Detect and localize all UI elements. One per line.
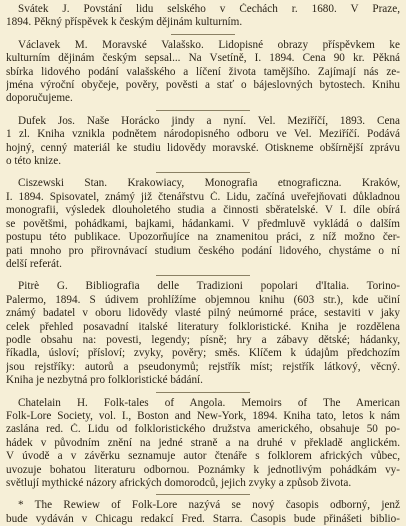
entry-line: jsou rejstříky: autorů a pseudonymů; rejstřík míst; rejstřík látkový, věcný. — [6, 360, 400, 373]
entry-review-of-folklore — [6, 499, 400, 526]
entry-svatek — [6, 3, 400, 30]
separator-rule — [156, 392, 250, 393]
entry-line: monografii, výsledek dlouholetého studia a činnosti sběratelské. V I. díle obírá — [6, 204, 400, 217]
entry-line: Pitrè G. Bibliografia delle Tradizioni popolari d'Italia. Torino- — [18, 280, 400, 293]
separator-rule — [171, 34, 235, 35]
entry-line: bude vydáván v Chicagu redakcí Fred. Starra. Časopis bude přinášeti biblio- — [6, 512, 400, 525]
entry-line: celek přehled posavadní italské literatury folkloristické. Kniha je rozdělena — [6, 320, 400, 333]
entry-dufek — [6, 115, 400, 169]
entry-line: I. 1894. Spisovatel, známý již čtenářstvu Č. Lidu, začíná uveřejňovati důkladnou — [6, 190, 400, 203]
entry-line: podle obsahu na: povesti, legendy; písně; hry a zábavy dětské; hádanky, — [6, 333, 400, 346]
entry-line: o této knize. — [6, 155, 61, 168]
entry-line: říkadla, úsloví; přísloví; zvyky, pověry; směs. Klíčem k údajům předchozím — [6, 347, 400, 360]
entry-line: hádek v původním znění na jedné straně a na druhé v překladě anglickém. — [6, 436, 400, 449]
entry-line: uvozuje bohatou literaturu odbornou. Poznámky k jednotlivým pohádkám vy- — [6, 463, 400, 476]
separator-rule — [156, 110, 250, 111]
entry-line: * The Rewiew of Folk-Lore nazývá se nový časopis odborný, jenž — [18, 499, 400, 512]
entry-vaclavek — [6, 39, 400, 106]
entry-ciszewski — [6, 177, 400, 271]
entry-line: světlují mythické názory afrických domorodců, jejich zvyky a způsob života. — [6, 477, 352, 489]
entry-line: 1 zl. Kniha vznikla podnětem národopisného odboru ve Vel. Meziříčí. Podává — [6, 128, 400, 141]
entry-pitre — [6, 280, 400, 387]
separator-rule — [156, 172, 250, 173]
entry-line: 1894. Pěkný příspěvek k českým dějinám kulturním. — [6, 16, 243, 29]
separator-rule — [156, 275, 250, 276]
entry-line: se povětšmi, pohádkami, bajkami, hádankami. V předmluvě vykládá o dalším — [6, 217, 400, 230]
entry-chatelain — [6, 397, 400, 491]
entry-line: známý badatel v oboru lidovědy vlasté pilný neúmorné práce, sestaviti v jaky — [6, 307, 400, 320]
entry-line: delší referát. — [6, 257, 62, 270]
entry-line: doporučujeme. — [6, 92, 73, 105]
entry-line: jména výroční obyčeje, pověry, pověsti a stať o bájeslovných bytostech. Knihu — [6, 79, 400, 92]
separator-rule — [156, 494, 250, 495]
entry-line: pati mnoho pro přirovnávací studium českého podání lidového, chystáme o ní — [6, 244, 400, 257]
entry-line: postupu této publikace. Upozorňujíce na znamenitou práci, z níž možno čer- — [6, 231, 400, 244]
entry-line: zaslána red. Č. Lidu od folkloristického družstva amerického, obsahuje 50 po- — [6, 423, 400, 436]
entry-line: Svátek J. Povstání lidu selského v Čechách r. 1680. V Praze, — [18, 3, 400, 15]
entry-line: hojný, cenný materiál ke studiu lidovědy moravské. Otiskneme obšírnější zprávu — [6, 141, 400, 154]
entry-line: kulturním dějinám českým sepsal... Na Vsetíně, I. 1894. Cena 90 kr. Pěkná — [6, 52, 400, 65]
entry-line: V úvodě a v závěrku seznamuje autor čtenáře s folklorem afrických vůbec, — [6, 450, 400, 463]
entry-line: Václavek M. Moravské Valašsko. Lidopisné obrazy příspěvkem ke — [18, 38, 400, 51]
entry-line: Folk-Lore Society, vol. I., Boston and New-York, 1894. Kniha tato, letos k nám — [6, 409, 400, 422]
entry-line: Palermo, 1894. S údivem prohlížíme objemnou knihu (603 str.), kde učiní — [6, 293, 400, 306]
entry-line: sbírka lidového podání valašského a líčení života tamějšího. Zajímají nás ze- — [6, 65, 400, 78]
entry-line: Ciszewski Stan. Krakowiacy, Monografia etnograficzna. Kraków, — [18, 177, 400, 190]
entry-line: Kniha je nezbytná pro folkloristické bádání. — [6, 374, 203, 387]
entry-line: Dufek Jos. Naše Horácko jindy a nyní. Vel. Meziříčí, 1893. Cena — [18, 114, 400, 127]
entry-line: Chatelain H. Folk-tales of Angola. Memoirs of The American — [18, 396, 400, 409]
